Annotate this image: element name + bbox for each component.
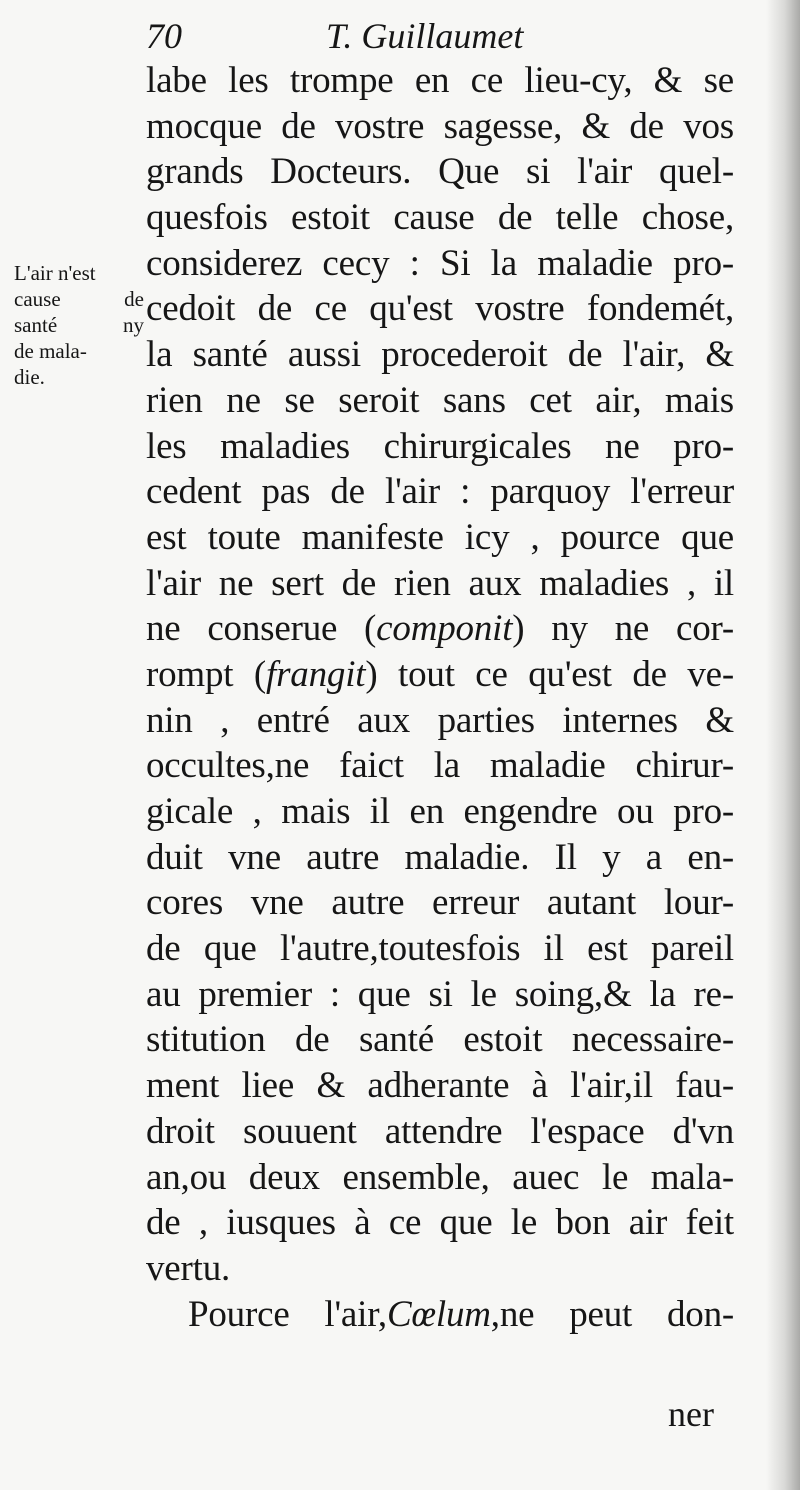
text-segment: ne conserue ( [146, 608, 377, 650]
page-header [146, 14, 546, 58]
text-line: occultes,ne faict la maladie chirur- [146, 745, 734, 787]
text-segment: ,ne peut don- [490, 1293, 734, 1335]
text-line: grands Docteurs. Que si l'air quel- [146, 151, 734, 193]
text-line: ment liee & adherante à l'air,il fau- [146, 1065, 734, 1107]
text-line-with-italic [146, 652, 734, 698]
text-segment: ) tout ce qu'est de ve- [365, 653, 735, 695]
text-line: de , iusques à ce que le bon air feit [146, 1202, 734, 1244]
text-line: duit vne autre maladie. Il y a en- [146, 836, 734, 878]
text-line: gicale , mais il en engendre ou pro- [146, 791, 734, 832]
margin-note-line: cause de [14, 287, 144, 311]
text-line: stitution de santé estoit necessaire- [146, 1019, 734, 1061]
text-segment: ) ny ne cor- [512, 608, 734, 650]
text-segment: rompt ( [146, 653, 267, 695]
page-number: 70 [146, 16, 182, 56]
latin-gloss: componit [376, 608, 513, 650]
text-line: rien ne se seroit sans cet air, mais [146, 379, 734, 421]
text-line: la santé aussi procederoit de l'air, & [146, 334, 734, 376]
text-line: cedent pas de l'air : parquoy l'erreur [146, 471, 734, 513]
text-line: au premier : que si le soing,& la re- [146, 973, 734, 1015]
text-line-with-italic [146, 1292, 734, 1338]
margin-note [14, 260, 144, 390]
text-line: cedoit de ce qu'est vostre fondemét, [146, 288, 734, 330]
text-line: mocque de vostre sagesse, & de vos [146, 105, 734, 147]
text-line: quesfois estoit cause de telle chose, [146, 197, 734, 239]
text-line: an,ou deux ensemble, auec le mala- [146, 1156, 734, 1198]
text-line: est toute manifeste icy , pource que [146, 516, 734, 558]
main-text-block [146, 58, 734, 1337]
catchword: ner [668, 1394, 714, 1434]
text-segment: Pource l'air, [188, 1293, 387, 1335]
text-line: labe les trompe en ce lieu-cy, & se [146, 60, 734, 101]
text-line: droit souuent attendre l'espace d'vn [146, 1110, 734, 1152]
text-line-with-italic [146, 606, 734, 652]
text-line: l'air ne sert de rien aux maladies , il [146, 562, 734, 604]
margin-note-line: santé ny [14, 313, 144, 337]
page-gutter-shadow [766, 0, 800, 1490]
margin-note-line: L'air n'est [14, 261, 96, 285]
text-line: considerez cecy : Si la maladie pro- [146, 242, 734, 284]
text-line: les maladies chirurgicales ne pro- [146, 425, 734, 467]
latin-gloss: Cœlum [386, 1293, 491, 1335]
latin-gloss: frangit [266, 653, 366, 695]
text-line: nin , entré aux parties internes & [146, 699, 734, 741]
running-head: T. Guillaumet [326, 16, 524, 56]
margin-note-line: die. [14, 365, 45, 389]
text-line: vertu. [146, 1247, 231, 1289]
text-line: de que l'autre,toutesfois il est pareil [146, 928, 734, 970]
margin-note-line: de mala- [14, 339, 87, 363]
text-line: cores vne autre erreur autant lour- [146, 882, 734, 924]
